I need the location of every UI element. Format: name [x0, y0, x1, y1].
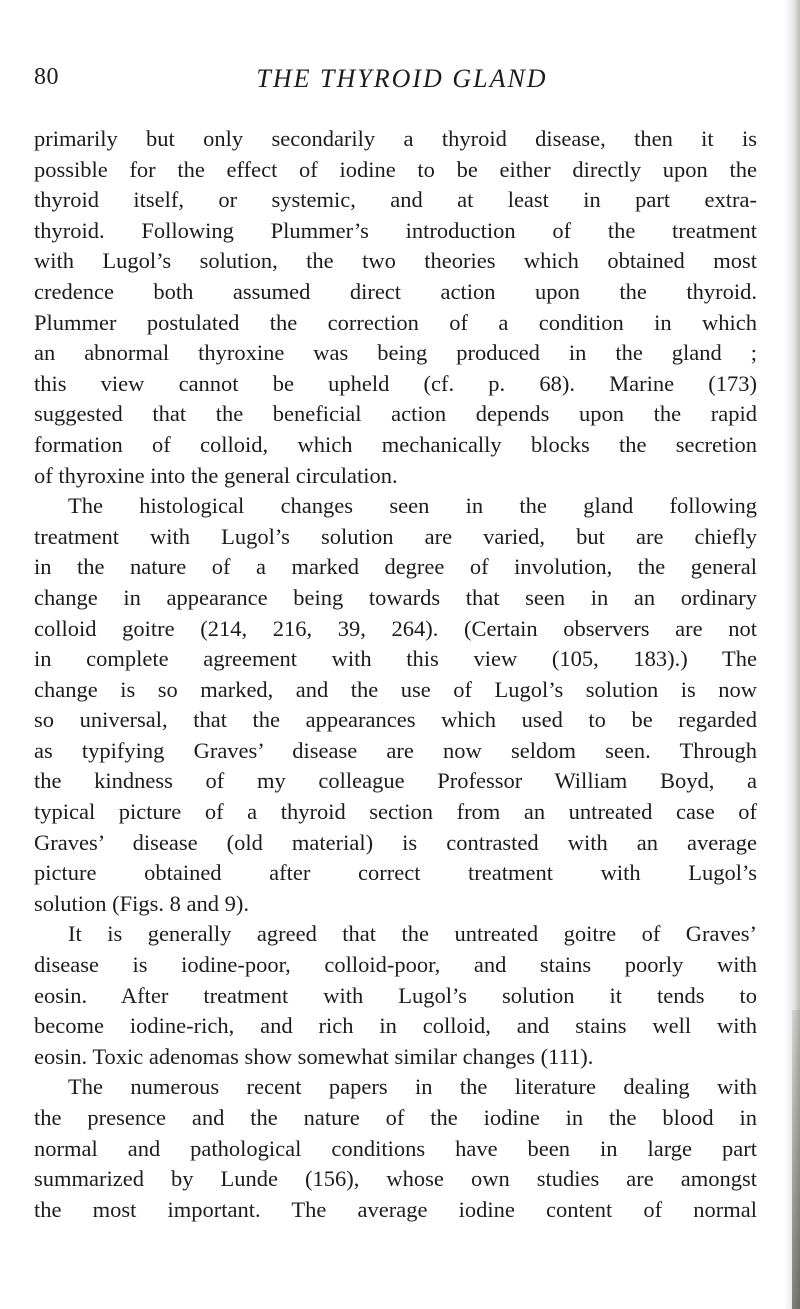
paragraph-start-line: The histological changes seen in the gland following	[68, 493, 757, 519]
text-line: change is so marked, and the use of Lugol’s solution is now	[34, 676, 757, 702]
paragraph-start-line: It is generally agreed that the untreated goitre of Graves’	[68, 921, 757, 947]
text-line: Graves’ disease (old material) is contrasted with an average	[34, 829, 757, 855]
page-header	[34, 64, 734, 98]
text-line: become iodine-rich, and rich in colloid, and stains well with	[34, 1013, 757, 1039]
text-line: Plummer postulated the correction of a condition in which	[34, 309, 757, 335]
text-line: so universal, that the appearances which used to be regarded	[34, 707, 757, 733]
text-line: credence both assumed direct action upon the thyroid.	[34, 278, 757, 304]
paragraph-end-line: eosin. Toxic adenomas show somewhat similar changes (111).	[34, 1043, 594, 1069]
page-edge-binding	[792, 1010, 800, 1309]
text-line: change in appearance being towards that seen in an ordinary	[34, 584, 757, 610]
text-line: normal and pathological conditions have been in large part	[34, 1135, 757, 1161]
page-number: 80	[34, 64, 59, 90]
text-line: formation of colloid, which mechanically blocks the secretion	[34, 431, 757, 457]
text-line: an abnormal thyroxine was being produced in the gland ;	[34, 340, 757, 366]
text-line: the kindness of my colleague Professor William Boyd, a	[34, 768, 757, 794]
text-line: this view cannot be upheld (cf. p. 68). Marine (173)	[34, 370, 757, 396]
paragraph-end-line: of thyroxine into the general circulation.	[34, 462, 398, 488]
text-line: the presence and the nature of the iodine in the blood in	[34, 1105, 757, 1130]
text-line: in complete agreement with this view (105, 183).) The	[34, 646, 757, 672]
text-line: treatment with Lugol’s solution are varied, but are chiefly	[34, 523, 757, 549]
paragraph-end-line: solution (Figs. 8 and 9).	[34, 890, 250, 916]
text-line: thyroid. Following Plummer’s introduction of the treatment	[34, 217, 757, 243]
body-text	[34, 124, 757, 1225]
text-line: suggested that the beneficial action depends upon the rapid	[34, 401, 757, 427]
text-line: in the nature of a marked degree of involution, the general	[34, 554, 757, 580]
text-line: typical picture of a thyroid section from an untreated case of	[34, 799, 757, 825]
paragraph-start-line: The numerous recent papers in the literature dealing with	[68, 1074, 757, 1100]
text-line: the most important. The average iodine content of normal	[34, 1196, 757, 1222]
text-line: eosin. After treatment with Lugol’s solution it tends to	[34, 982, 757, 1008]
text-line: picture obtained after correct treatment with Lugol’s	[34, 860, 757, 886]
text-line: thyroid itself, or systemic, and at least in part extra-	[34, 187, 757, 213]
text-line: colloid goitre (214, 216, 39, 264). (Certain observers are not	[34, 615, 757, 641]
running-title: THE THYROID GLAND	[256, 64, 548, 93]
text-line: primarily but only secondarily a thyroid disease, then it is	[34, 126, 757, 151]
text-line: as typifying Graves’ disease are now seldom seen. Through	[34, 737, 757, 763]
text-line: disease is iodine-poor, colloid-poor, and stains poorly with	[34, 952, 757, 978]
text-line: summarized by Lunde (156), whose own studies are amongst	[34, 1166, 757, 1192]
text-line: with Lugol’s solution, the two theories which obtained most	[34, 248, 757, 274]
text-line: possible for the effect of iodine to be either directly upon the	[34, 156, 757, 182]
